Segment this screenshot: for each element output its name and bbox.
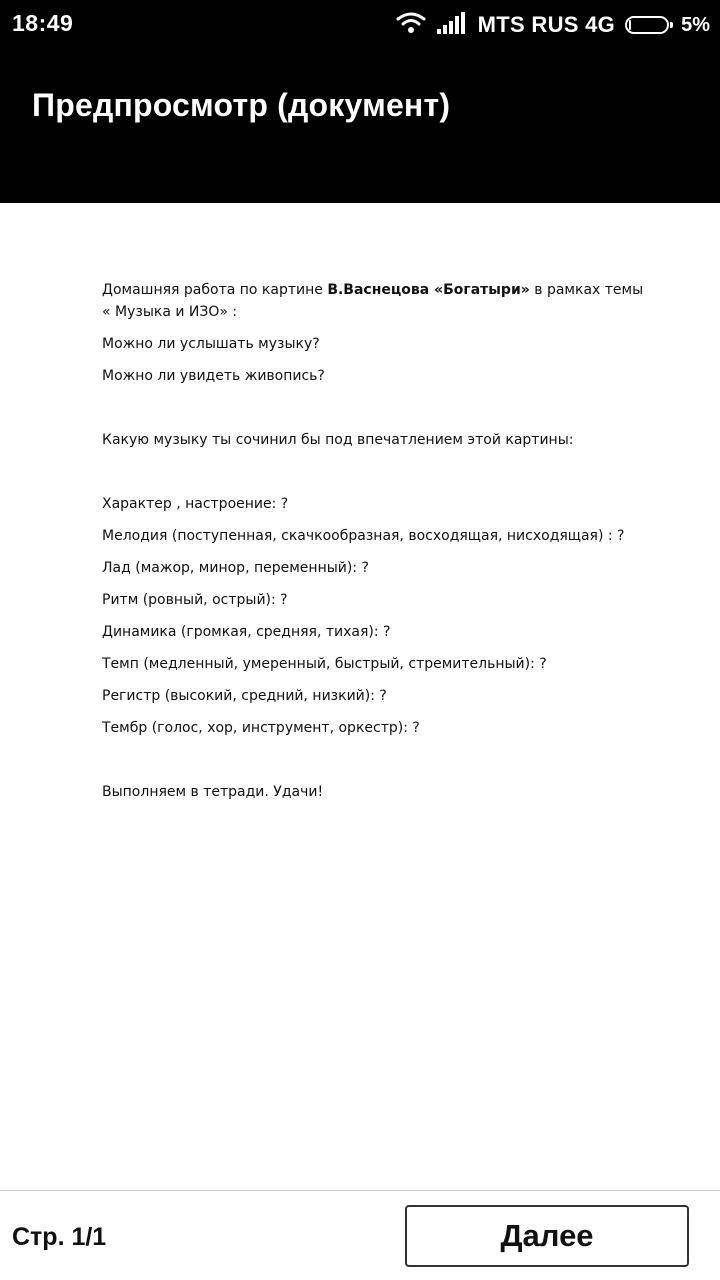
status-indicators [396,8,710,42]
status-time: 18:49 [12,10,74,36]
page-title: Предпросмотр (документ) [32,87,451,123]
signal-icon [436,11,468,40]
doc-item: Регистр (высокий, средний, низкий): ? [102,688,387,704]
next-button[interactable]: Далее [405,1205,689,1267]
doc-intro-bold: В.Васнецова «Богатыри» [327,282,530,298]
doc-intro-suffix: в рамках темы [529,282,644,298]
doc-task: Какую музыку ты сочинил бы под впечатлением этой картины: [102,432,574,448]
page-counter: Стр. 1/1 [12,1223,107,1251]
document-preview[interactable] [0,203,720,1190]
document-page [102,279,662,803]
wifi-icon [396,10,426,41]
doc-item: Мелодия (поступенная, скачкообразная, восходящая, нисходящая) : ? [102,528,625,544]
doc-item: Тембр (голос, хор, инструмент, оркестр): ? [102,720,420,736]
doc-item: Лад (мажор, минор, переменный): ? [102,560,369,576]
bottom-bar [0,1190,720,1280]
doc-item: Динамика (громкая, средняя, тихая): ? [102,624,391,640]
doc-question-2: Можно ли увидеть живопись? [102,368,325,384]
doc-item: Ритм (ровный, острый): ? [102,592,288,608]
battery-percent: 5% [681,13,710,36]
battery-icon [625,16,669,34]
doc-closing: Выполняем в тетради. Удачи! [102,784,324,800]
app-bar [0,50,720,203]
doc-intro-line [102,279,662,301]
doc-intro-line-2: « Музыка и ИЗО» : [102,304,238,320]
doc-question-1: Можно ли услышать музыку? [102,336,320,352]
battery-level [629,20,631,30]
status-bar [0,0,720,50]
doc-item: Характер , настроение: ? [102,496,289,512]
carrier-label: MTS RUS 4G [477,12,616,37]
doc-item: Темп (медленный, умеренный, быстрый, стремительный): ? [102,656,547,672]
doc-intro-prefix: Домашняя работа по картине [102,282,328,298]
